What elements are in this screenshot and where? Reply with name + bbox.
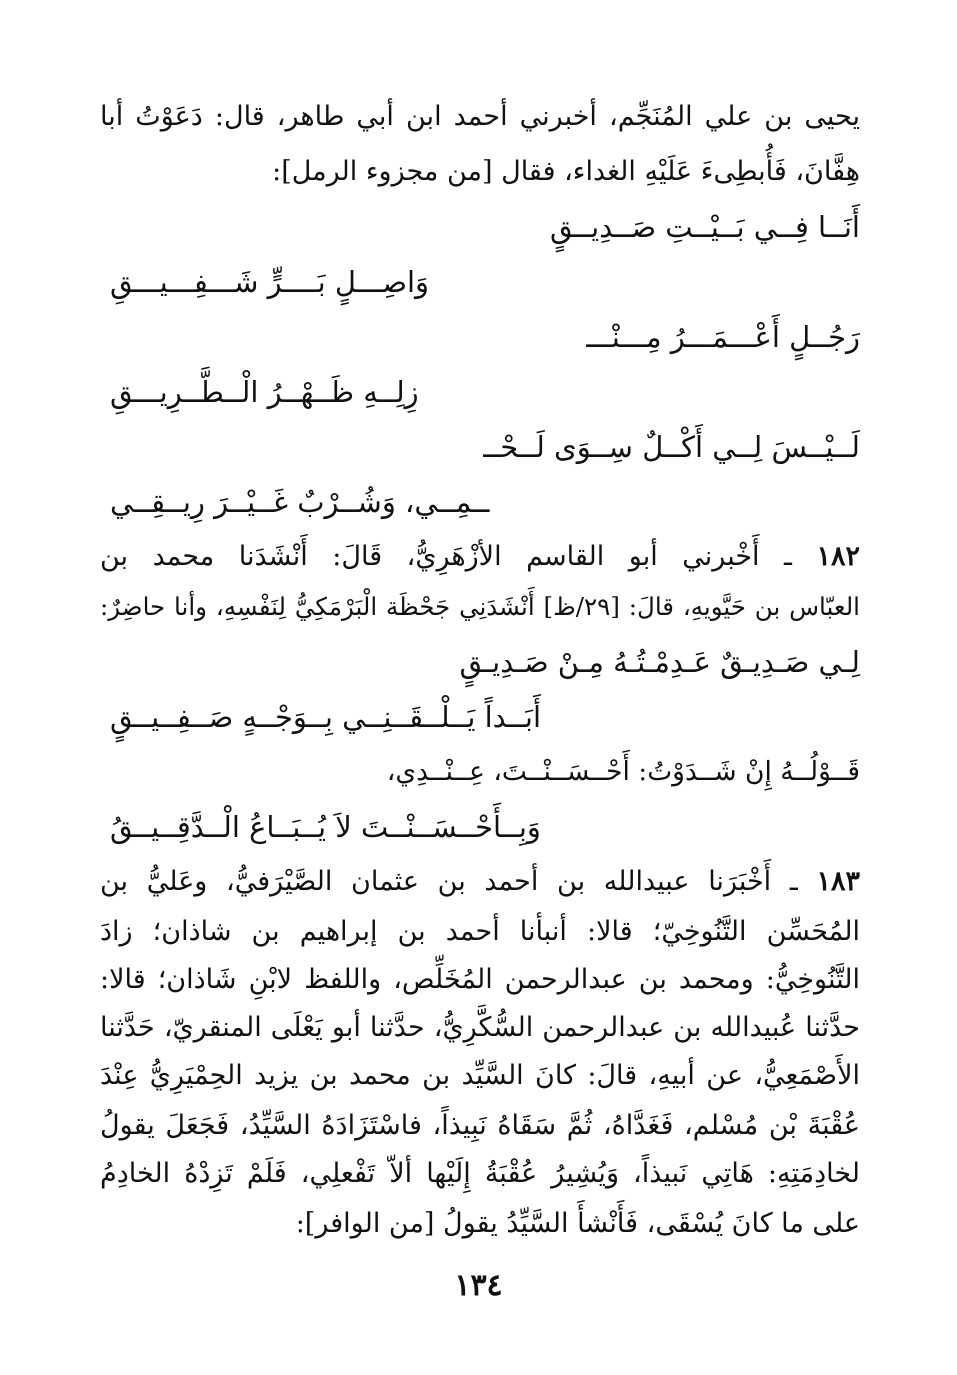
text-line (100, 860, 860, 904)
entry-number: ١٨٢ (816, 541, 860, 572)
text-line: يحيى بن علي المُنَجِّم، أخبرني أحمد ابن أبي طاهر، قال: دَعَوْتُ أبا (100, 101, 860, 132)
text-line: لخادِمَتِهِ: هَاتِي نَبيذاً، وَيُشِيرُ عُقْبَةُ إِلَيْها ألاّ تَفْعلِي، فَلَمْ تَزِدْهُ الخادِمُ (100, 1158, 860, 1189)
text-line: الأَصْمَعِيُّ، عن أبيهِ، قالَ: كانَ السَّيِّد بن محمد بن يزيد الحِمْيَرِيُّ عِنْدَ (100, 1060, 860, 1091)
verse-line: لَــيْــسَ لِــي أَكْــلٌ سِــوَى لَــحْــ (483, 430, 860, 464)
text-line: العبّاس بن حَيَّويهِ، قالَ: [٢٩/ظ] أَنْشَدَنِي جَحْظَة الْبَرْمَكِيُّ لِنَفْسِهِ، وأنا حاضِرٌ: (100, 592, 860, 621)
page-number: ١٣٤ (454, 1268, 503, 1303)
verse-line: زِلِــهِ ظَــهْــرُ الْــطَّــرِيـــقِ (110, 375, 419, 409)
verse-line: وَبِــأَحْــسَــنْــتَ لاَ يُــبَــاعُ الْــدَّقِــيــقُ (110, 810, 541, 844)
text-line: حدَّثنا عُبيدالله بن عبدالرحمن السُّكَّرِيُّ، حدَّثنا أبو يَعْلَى المنقريّ، حَدَّثنا (100, 1012, 860, 1043)
verse-line: وَاصِـــلٍ بَــــرٍّ شَـــفِـــيـــقِ (110, 265, 429, 299)
entry-number: ١٨٣ (816, 866, 860, 897)
verse-line: رَجُــلٍ أَعْـــمَـــرُ مِـــنْـــ (586, 320, 860, 354)
text-line (100, 535, 860, 579)
verse-line: أَنَــا فِــي بَــيْــتِ صَــدِيــقٍ (549, 210, 860, 244)
verse-line: قَــوْلُــهُ إِنْ شَــدَوْتُ: أَحْــسَــنْــتَ، عِــنْــدِي، (386, 756, 860, 787)
verse-line: لِـي صَـدِيـقٌ عَـدِمْـتُـهُ مِـنْ صَـدِيـقٍ (459, 645, 860, 679)
text-line: على ما كانَ يُسْقَى، فَأَنْشأَ السَّيِّدُ يقولُ [من الوافر]: (295, 1208, 860, 1239)
entry-text: ـ أَخْبرني أبو القاسم الأزْهَرِيُّ، قَالَ: أَنْشَدَنا محمد بن (100, 541, 792, 572)
text-line: هِفَّانَ، فَأُبطِىءَ عَلَيْهِ الغداء، فقال [من مجزوء الرمل]: (272, 156, 860, 187)
text-line: التَّنُوخِيُّ: ومحمد بن عبدالرحمن المُخَلِّص، واللفظ لابْنِ شَاذان؛ قالا: (100, 964, 860, 995)
verse-line: ــمِــي، وَشُــرْبٌ غَــيْــرَ رِيــقِــي (110, 485, 490, 519)
verse-line: أَبَــداً يَــلْــقَــنِــي بِــوَجْــهٍ صَــفِــيــقٍ (110, 700, 542, 734)
text-line: عُقْبَةَ بْن مُسْلم، فَغَدَّاهُ، ثُمَّ سَقَاهُ نَبِيذاً، فاسْتَزَادَهُ السَّيِّدُ، فَجَعَلَ يقولُ (100, 1110, 860, 1141)
text-line: المُحَسِّن التَّنُوخِيّ؛ قالا: أنبأنا أحمد بن إبراهيم بن شاذان؛ زادَ (100, 916, 860, 947)
entry-text: ـ أَخْبَرَنا عبيدالله بن أحمد بن عثمان الصَّيْرَفيُّ، وعَليُّ بن (100, 866, 798, 897)
